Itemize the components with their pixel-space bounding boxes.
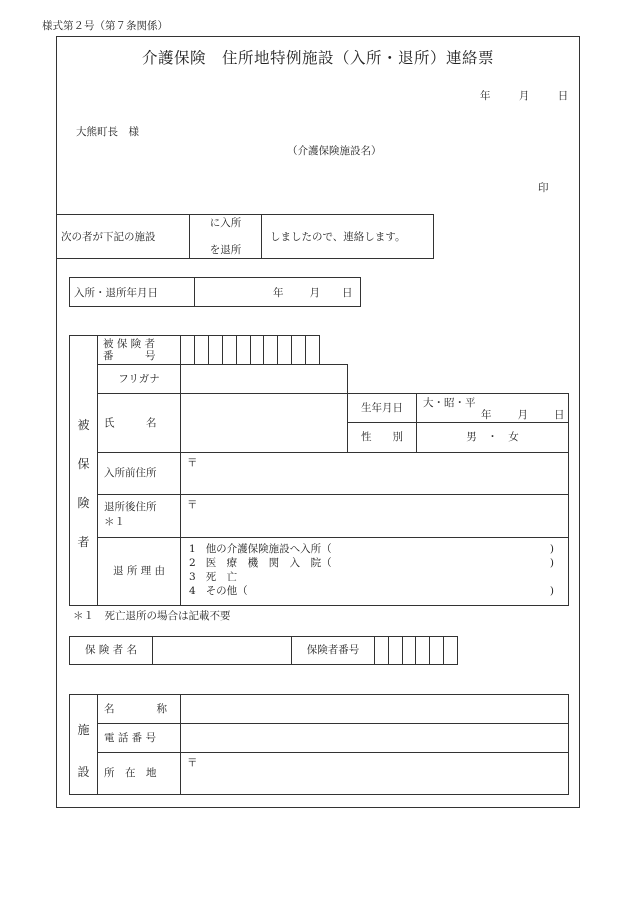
option-out: を退所 <box>209 243 242 256</box>
reason-item: 3 死 亡 <box>189 571 238 583</box>
seal-mark: 印 <box>538 182 549 194</box>
facility-name-label-cell: 名 称 <box>97 694 181 724</box>
name-label: 氏 名 <box>97 393 181 453</box>
header-day: 日 <box>557 90 569 102</box>
reason-field <box>180 537 569 606</box>
postal-mark: 〒 <box>187 457 198 469</box>
sex-label: 性 別 <box>347 422 417 453</box>
facility-phone-field <box>180 723 569 753</box>
postal-mark: 〒 <box>187 499 198 511</box>
facility-name-label: （介護保険施設名） <box>287 145 382 157</box>
after-address-label: 退所後住所 ＊１ <box>97 494 181 538</box>
reason-item: 4 その他（ ) <box>189 585 554 597</box>
header-year: 年 <box>480 90 491 102</box>
facility-name-field <box>180 694 569 724</box>
insurer-name-field <box>152 636 292 665</box>
furigana-field <box>180 364 348 394</box>
move-date-field: 年 月 日 <box>195 278 361 307</box>
insured-section-label: 被 保 険 者 <box>69 335 98 606</box>
birth-field <box>416 393 569 423</box>
reason-item: 2 医 療 機 関 入 院（ ) <box>189 557 554 569</box>
prev-address-field <box>180 452 569 495</box>
prev-address-label: 入所前住所 <box>97 452 181 495</box>
notice-table <box>56 214 434 259</box>
facility-address-field <box>180 752 569 795</box>
facility-address-label: 所 在 地 <box>97 752 181 795</box>
header-month: 月 <box>518 90 530 102</box>
reason-label: 退 所 理 由 <box>97 537 181 606</box>
facility-section-label: 施 設 <box>69 694 98 795</box>
insurer-name-label: 保 険 者 名 <box>69 636 153 665</box>
postal-mark: 〒 <box>187 757 198 769</box>
footnote: ＊１ 死亡退所の場合は記載不要 <box>73 610 231 622</box>
insurer-number-label: 保険者番号 <box>291 636 375 665</box>
after-address-field <box>180 494 569 538</box>
insurer-number-boxes <box>374 636 458 665</box>
option-in: に入所 <box>209 216 242 229</box>
name-field <box>180 393 348 453</box>
move-date-label: 入所・退所年月日 <box>70 278 195 307</box>
addressee: 大熊町長 様 <box>76 126 139 138</box>
form-id: 様式第２号（第７条関係） <box>42 20 168 32</box>
form-title: 介護保険 住所地特例施設（入所・退所）連絡票 <box>141 49 494 67</box>
header-date <box>480 88 568 103</box>
furigana-label: フリガナ <box>97 364 181 394</box>
facility-phone-label: 電 話 番 号 <box>97 723 181 753</box>
era-options: 大・昭・平 <box>423 397 476 409</box>
reason-item: 1 他の介護保険施設へ入所（ ) <box>189 543 554 555</box>
birth-ymd: 年 月 日 <box>481 409 565 421</box>
notice-tail: しましたので、連絡します。 <box>262 215 434 259</box>
notice-options <box>190 215 262 259</box>
insured-number-label: 被 保 険 者 番 号 <box>97 335 181 365</box>
insured-number-boxes <box>180 335 320 365</box>
notice-lead: 次の者が下記の施設 <box>57 215 190 259</box>
birth-label: 生年月日 <box>347 393 417 423</box>
move-date-table <box>69 277 361 307</box>
sex-field: 男 ・ 女 <box>416 422 569 453</box>
